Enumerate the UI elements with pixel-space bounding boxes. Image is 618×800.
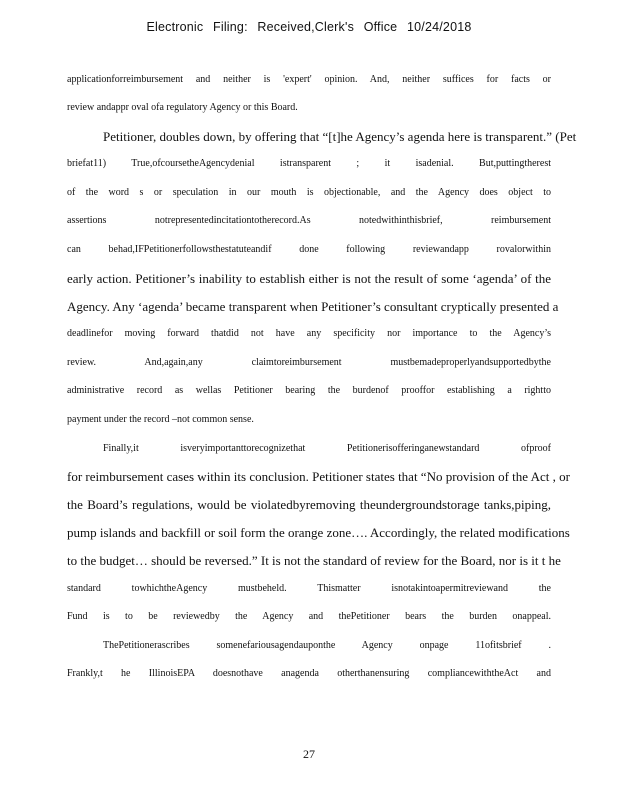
body-line: review andappr oval ofa regulatory Agency or this Board. xyxy=(67,102,298,113)
body-line: assertions notrepresentedincitationtotherecord.As notedwithinthisbrief, reimbursement xyxy=(67,215,551,226)
body-line: the Board’s regulations, would be violatedbyremoving theundergroundstorage tanks,piping, xyxy=(67,497,551,512)
body-line: early action. Petitioner’s inability to establish either is not the result of some ‘agenda’ of the xyxy=(67,271,551,286)
body-line: Frankly,t he IllinoisEPA doesnothave anagenda otherthanensuring compliancewiththeAct and xyxy=(67,668,551,679)
body-line: Finally,it isveryimportanttorecognizethat Petitionerisofferinganewstandard ofproof xyxy=(103,443,551,454)
body-line: applicationforreimbursement and neither is 'expert' opinion. And, neither suffices for facts or xyxy=(67,74,551,85)
filing-header: Electronic Filing: Received,Clerk's Office 10/24/2018 xyxy=(146,20,472,34)
body-line: to the budget… should be reversed.” It is not the standard of review for the Board, nor is it t he xyxy=(67,553,561,568)
body-line: can behad,IFPetitionerfollowsthestatuteandif done following reviewandapp rovalorwithin xyxy=(67,244,551,255)
body-line: briefat11) True,ofcoursetheAgencydenial istransparent ; it isadenial. But,puttingtherest xyxy=(67,158,551,169)
body-line: administrative record as wellas Petitioner bearing the burdenof prooffor establishing a rightto xyxy=(67,385,551,396)
body-line: of the word s or speculation in our mouth is objectionable, and the Agency does object to xyxy=(67,187,551,198)
body-line: pump islands and backfill or soil form the orange zone…. Accordingly, the related modifications xyxy=(67,525,570,540)
body-line: for reimbursement cases within its conclusion. Petitioner states that “No provision of the Act , or xyxy=(67,469,570,484)
page-number: 27 xyxy=(303,747,315,761)
body-line: payment under the record –not common sense. xyxy=(67,414,254,425)
body-line: Petitioner, doubles down, by offering that “[t]he Agency’s agenda here is transparent.” (Pet xyxy=(103,129,577,144)
body-line: review. And,again,any claimtoreimbursement mustbemadeproperlyandsupportedbythe xyxy=(67,357,551,368)
body-line: standard towhichtheAgency mustbeheld. Thismatter isnotakintoapermitreviewand the xyxy=(67,583,551,594)
body-line: Agency. Any ‘agenda’ became transparent when Petitioner’s consultant cryptically presented a xyxy=(67,299,559,314)
body-line: deadlinefor moving forward thatdid not have any specificity nor importance to the Agency’s xyxy=(67,328,551,339)
body-line: ThePetitionerascribes somenefariousagendauponthe Agency onpage 11ofitsbrief . xyxy=(103,640,551,651)
body-line: Fund is to be reviewedby the Agency and thePetitioner bears the burden onappeal. xyxy=(67,611,551,622)
